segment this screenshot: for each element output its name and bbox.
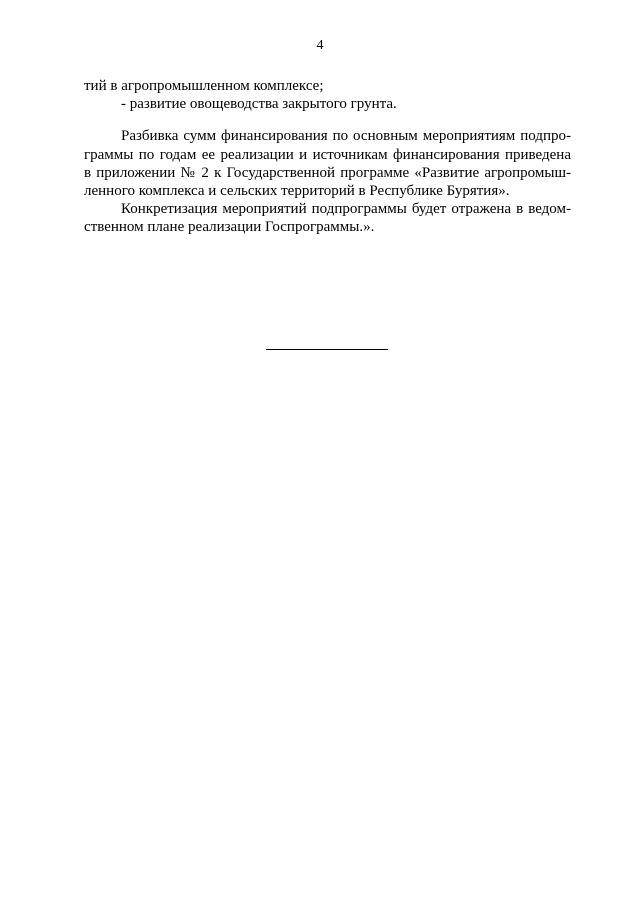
paragraph-line: Конкретизация мероприятий подпрограммы будет отражена в ведом- bbox=[121, 201, 571, 217]
separator-line bbox=[266, 349, 388, 350]
paragraph-line: Разбивка сумм финансирования по основным мероприятиям подпро- bbox=[121, 128, 571, 144]
list-item-text: - развитие овощеводства закрытого грунта. bbox=[121, 96, 397, 112]
page-number: 4 bbox=[316, 38, 324, 53]
paragraph-line: ленного комплекса и сельских территорий в Республике Бурятия». bbox=[84, 183, 510, 199]
paragraph-line: ственном плане реализации Госпрограммы.». bbox=[84, 219, 375, 235]
text-line: тий в агропромышленном комплексе; bbox=[84, 78, 324, 94]
paragraph-line: в приложении № 2 к Государственной программе «Развитие агропромыш- bbox=[84, 165, 571, 181]
paragraph-line: граммы по годам ее реализации и источникам финансирования приведена bbox=[84, 147, 571, 163]
